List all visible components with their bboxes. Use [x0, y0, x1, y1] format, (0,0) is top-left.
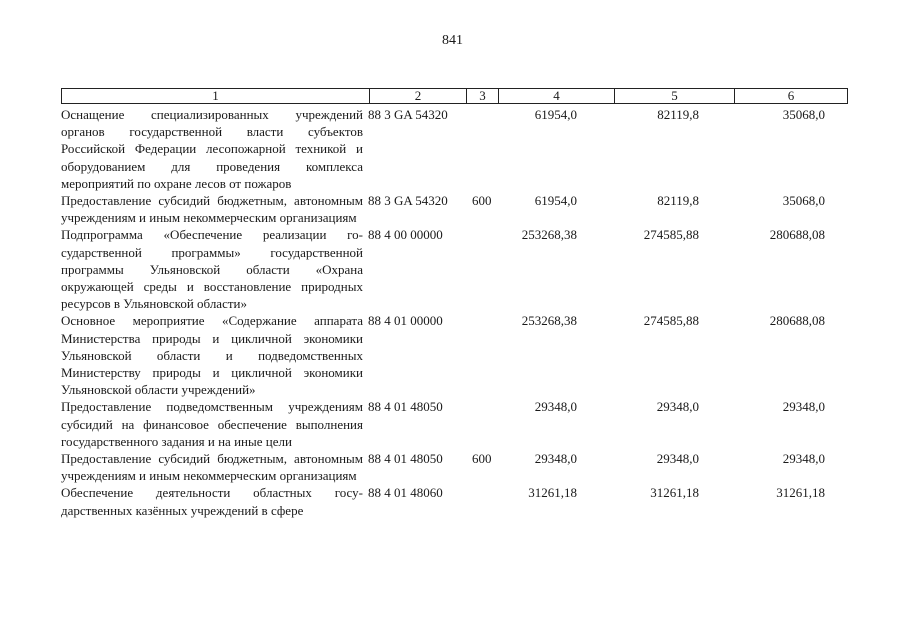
row-name: Подпрограмма «Обеспечение реализации государственной программы» государственной программы Ульяновской области «Охрана окружающей среды и восстановление природных ресурсов в Ульяновской области» — [61, 227, 363, 312]
row-value-6: 31261,18 — [776, 485, 825, 501]
row-code: 88 4 01 48060 — [368, 485, 443, 501]
row-name: Основное мероприятие «Содержание аппарата Министерства природы и цикличной экономики Ульяновской области и подведомственных Министерству природы и цикличной экономики Ульяновской области учреждений» — [61, 313, 363, 398]
row-value-6: 29348,0 — [782, 451, 825, 467]
table-row — [61, 450, 848, 484]
column-header-1: 1 — [212, 88, 219, 103]
row-name: Предоставление подведомственным учреждениям субсидий на финансовое обеспечение выполнения государственного задания и на иные цели — [61, 399, 363, 449]
row-value-4: 61954,0 — [534, 193, 577, 209]
column-header-5: 5 — [614, 89, 734, 103]
column-header-2: 2 — [369, 89, 466, 103]
row-value-6: 35068,0 — [782, 193, 825, 209]
row-code: 88 3 GA 54320 — [368, 107, 448, 122]
row-name: Предоставление субсидий бюджетным, автономным учреждениям и иным некоммерческим организациям — [61, 451, 363, 484]
column-header-4: 4 — [498, 89, 614, 103]
row-value-4: 29348,0 — [534, 399, 577, 415]
row-value-6: 280688,08 — [769, 313, 825, 329]
table-row — [61, 106, 848, 192]
column-header-3: 3 — [466, 89, 498, 103]
row-value-5: 29348,0 — [656, 399, 699, 415]
row-value-6: 35068,0 — [782, 107, 825, 122]
row-name: Обеспечение деятельности областных государственных казённых учреждений в сфере — [61, 485, 363, 518]
row-code: 88 4 01 48050 — [368, 451, 443, 467]
table-row — [61, 192, 848, 226]
row-value-5: 274585,88 — [643, 313, 699, 329]
row-value-6: 280688,08 — [769, 227, 825, 243]
row-value-4: 253268,38 — [521, 313, 577, 329]
page-number: 841 — [442, 33, 463, 48]
row-name: Оснащение специализированных учреждений органов государственной власти субъектов Российской Федерации лесопожарной техникой и оборудованием для проведения комплекса мероприятий по охране лесов от пожаров — [61, 107, 363, 191]
table-body — [61, 106, 848, 519]
table-row — [61, 398, 848, 450]
row-value-4: 29348,0 — [534, 451, 577, 467]
table-row — [61, 312, 848, 398]
table-header — [61, 88, 848, 104]
row-code: 88 3 GA 54320 — [368, 193, 448, 209]
row-value-6: 29348,0 — [782, 399, 825, 415]
row-value-4: 61954,0 — [534, 107, 577, 122]
row-type: 600 — [472, 193, 492, 209]
table-row — [61, 226, 848, 312]
row-value-4: 31261,18 — [528, 485, 577, 501]
row-name: Предоставление субсидий бюджетным, автономным учреждениям и иным некоммерческим организациям — [61, 193, 363, 226]
row-code: 88 4 01 48050 — [368, 399, 443, 415]
row-value-5: 31261,18 — [650, 485, 699, 501]
table-row — [61, 484, 848, 518]
column-header-6: 6 — [734, 89, 847, 103]
row-code: 88 4 00 00000 — [368, 227, 443, 243]
row-value-5: 29348,0 — [656, 451, 699, 467]
row-type: 600 — [472, 451, 492, 467]
row-value-5: 82119,8 — [657, 107, 699, 122]
row-value-5: 274585,88 — [643, 227, 699, 243]
row-code: 88 4 01 00000 — [368, 313, 443, 329]
row-value-4: 253268,38 — [521, 227, 577, 243]
row-value-5: 82119,8 — [657, 193, 699, 209]
